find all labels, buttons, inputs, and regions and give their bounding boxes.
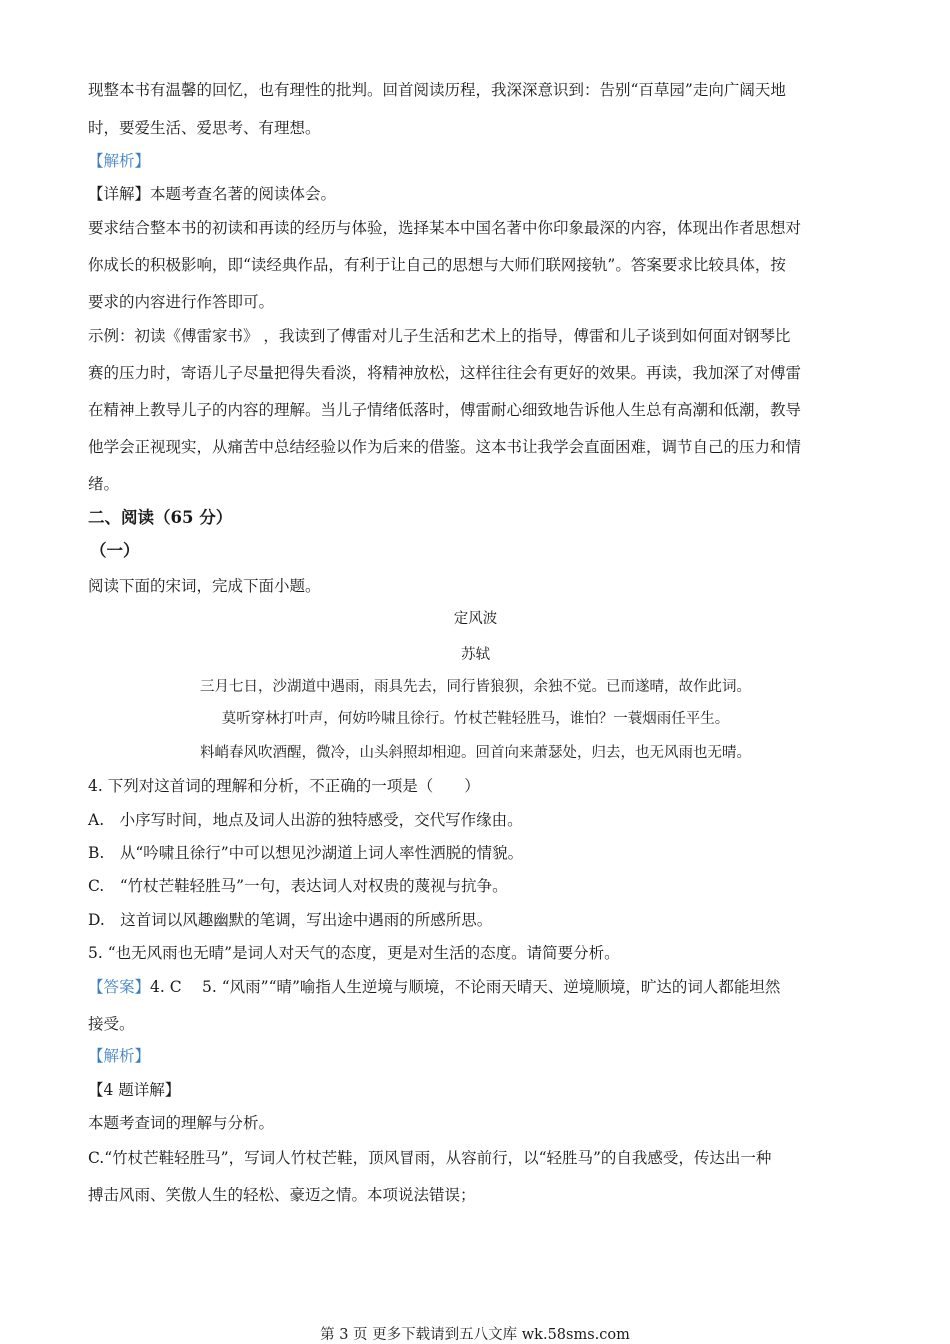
answer-line	[88, 977, 863, 997]
text-line: 赛的压力时，寄语儿子尽量把得失看淡，将精神放松，这样往往会有更好的效果。再读，我加深了对傅雷	[88, 364, 802, 382]
analysis-tag: 【解析】	[88, 1047, 151, 1065]
text-line: 绪。	[88, 475, 120, 493]
answer-tag: 【答案】	[88, 978, 151, 996]
poem-preface: 三月七日，沙湖道中遇雨，雨具先去，同行皆狼狈，余独不觉。已而遂晴，故作此词。	[200, 679, 751, 695]
text-line: 示例：初读《傅雷家书》 ，我读到了傅雷对儿子生活和艺术上的指导，傅雷和儿子谈到如何面对钢琴比	[88, 327, 791, 345]
analysis-tag: 【解析】	[88, 152, 151, 170]
question-5: 5. “也无风雨也无晴”是词人对天气的态度，更是对生活的态度。请简要分析。	[88, 944, 620, 962]
option-d: D. 这首词以风趣幽默的笔调，写出途中遇雨的所感所思。	[88, 911, 493, 929]
option-c: C. “竹杖芒鞋轻胜马”一句，表达词人对权贵的蔑视与抗争。	[88, 877, 508, 895]
text-line: 要求结合整本书的初读和再读的经历与体验，选择某本中国名著中你印象最深的内容，体现出作者思想对	[88, 219, 802, 237]
question-4: 4. 下列对这首词的理解和分析，不正确的一项是（ ）	[88, 777, 480, 795]
text-line: 本题考查词的理解与分析。	[88, 1114, 275, 1132]
poem-stanza: 料峭春风吹酒醒，微冷，山头斜照却相迎。回首向来萧瑟处，归去，也无风雨也无晴。	[200, 745, 751, 761]
subsection-heading: （一）	[90, 541, 140, 560]
text-line: 搏击风雨、笑傲人生的轻松、豪迈之情。本项说法错误；	[88, 1186, 476, 1204]
text-line: 现整本书有温馨的回忆，也有理性的批判。回首阅读历程，我深深意识到：告别“百草园”走向广阔天地	[88, 81, 786, 99]
text-line: 阅读下面的宋词，完成下面小题。	[88, 577, 321, 595]
text-line: 【详解】本题考查名著的阅读体会。	[88, 185, 337, 203]
option-a: A. 小序写时间，地点及词人出游的独特感受，交代写作缘由。	[88, 811, 523, 829]
text-line: 接受。	[88, 1015, 135, 1033]
text-line: C.“竹杖芒鞋轻胜马”，写词人竹杖芒鞋，顶风冒雨，从容前行，以“轻胜马”的自我感受，传达出一种	[88, 1149, 772, 1167]
poem-stanza: 莫听穿林打叶声，何妨吟啸且徐行。竹杖芒鞋轻胜马，谁怕？一蓑烟雨任平生。	[221, 711, 730, 727]
poem-title: 定风波	[453, 611, 498, 627]
poem-author: 苏轼	[461, 647, 490, 663]
text-line: 时，要爱生活、爱思考、有理想。	[88, 119, 321, 137]
text-line: 你成长的积极影响，即“读经典作品，有利于让自己的思想与大师们联网接轨”。答案要求比较具体，按	[88, 256, 786, 274]
answer-text: 4. C 5. “风雨”“晴”喻指人生逆境与顺境，不论雨天晴天、逆境顺境，旷达的词人都能坦然	[150, 978, 781, 996]
section-heading: 二、阅读（65 分）	[88, 508, 233, 527]
detail-heading: 【4 题详解】	[88, 1081, 181, 1099]
text-line: 要求的内容进行作答即可。	[88, 293, 275, 311]
text-line: 在精神上教导儿子的内容的理解。当儿子情绪低落时，傅雷耐心细致地告诉他人生总有高潮和低潮，教导	[88, 401, 802, 419]
option-b: B. 从“吟啸且徐行”中可以想见沙湖道上词人率性洒脱的情貌。	[88, 844, 524, 862]
text-line: 他学会正视现实，从痛苦中总结经验以作为后来的借鉴。这本书让我学会直面困难，调节自己的压力和情	[88, 438, 802, 456]
page-footer: 第 3 页 更多下载请到五八文库 wk.58sms.com	[320, 1327, 630, 1343]
